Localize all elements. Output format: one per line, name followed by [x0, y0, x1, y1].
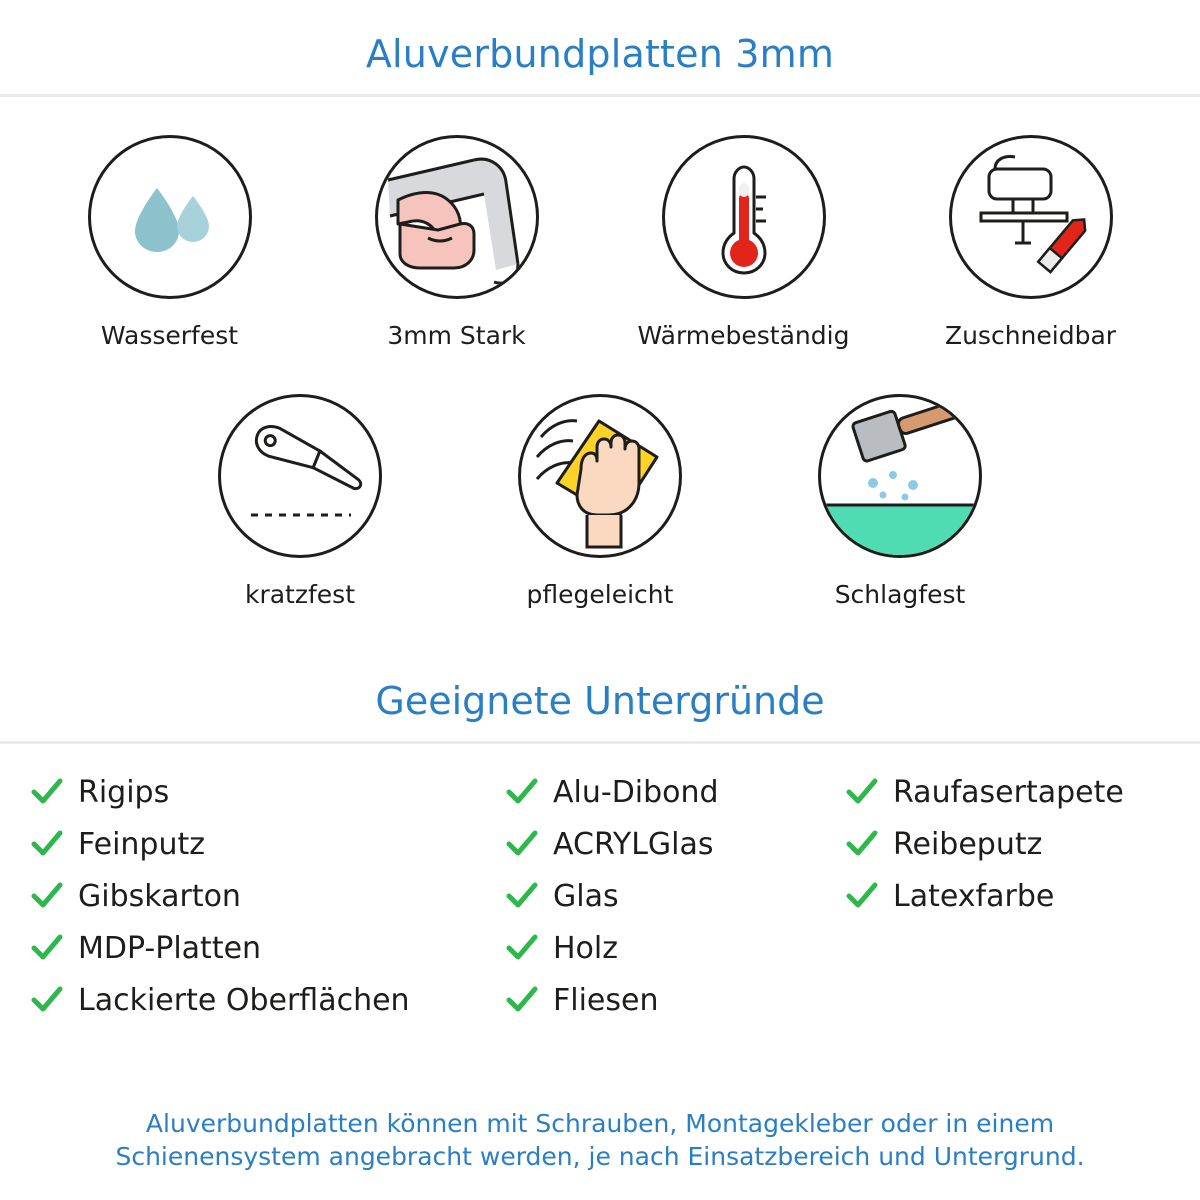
- list-item: [30, 770, 505, 814]
- feature-kratzfest: [150, 394, 450, 609]
- check-icon: [30, 775, 64, 809]
- feature-pflegeleicht: [450, 394, 750, 609]
- list-item: [30, 874, 505, 918]
- thermometer-icon: [662, 135, 826, 299]
- feature-zuschneidbar: [887, 135, 1174, 350]
- substrate-column-1: [30, 770, 505, 1030]
- list-item-label: Feinputz: [78, 826, 205, 862]
- check-icon: [505, 827, 539, 861]
- feature-schlagfest: [750, 394, 1050, 609]
- check-icon: [505, 775, 539, 809]
- feature-label: Wasserfest: [100, 321, 239, 350]
- list-item-label: MDP-Platten: [78, 930, 262, 966]
- check-icon: [845, 775, 879, 809]
- check-icon: [30, 983, 64, 1017]
- list-item: [30, 978, 505, 1022]
- list-item: [30, 822, 505, 866]
- jigsaw-cutter-icon: [949, 135, 1113, 299]
- list-item: [845, 770, 1170, 814]
- check-icon: [845, 879, 879, 913]
- check-icon: [30, 879, 64, 913]
- check-icon: [505, 931, 539, 965]
- list-item-label: Raufasertapete: [893, 774, 1124, 810]
- list-item-label: ACRYLGlas: [553, 826, 714, 862]
- feature-wasserfest: [26, 135, 313, 350]
- strong-arm-icon: [375, 135, 539, 299]
- knife-scratch-icon: [218, 394, 382, 558]
- page-title: Aluverbundplatten 3mm: [365, 32, 835, 76]
- feature-3mm-stark: [313, 135, 600, 350]
- substrate-column-2: [505, 770, 845, 1030]
- hammer-impact-icon: [818, 394, 982, 558]
- feature-row-1: [26, 135, 1174, 350]
- feature-label: Zuschneidbar: [944, 321, 1117, 350]
- list-item-label: Latexfarbe: [893, 878, 1055, 914]
- list-item: [505, 770, 845, 814]
- feature-row-2: [26, 394, 1174, 609]
- substrate-list: [0, 744, 1200, 1030]
- list-item: [845, 874, 1170, 918]
- feature-label: 3mm Stark: [387, 321, 526, 350]
- list-item-label: Lackierte Oberflächen: [78, 982, 410, 1018]
- list-item-label: Holz: [553, 930, 618, 966]
- feature-label: Schlagfest: [834, 580, 966, 609]
- feature-grid: [0, 97, 1200, 609]
- list-item: [505, 874, 845, 918]
- substrates-title: Geeignete Untergründe: [375, 679, 825, 723]
- list-item: [505, 926, 845, 970]
- list-item: [30, 926, 505, 970]
- list-item-label: Fliesen: [553, 982, 659, 1018]
- check-icon: [30, 931, 64, 965]
- list-item-label: Rigips: [78, 774, 170, 810]
- list-item-label: Alu-Dibond: [553, 774, 719, 810]
- check-icon: [30, 827, 64, 861]
- footer-note: Aluverbundplatten können mit Schrauben, Montagekleber oder in einem Schienensystem angebracht werden, je nach Einsatzbereich und Untergrund.: [115, 1108, 1085, 1172]
- feature-label: kratzfest: [244, 580, 355, 609]
- feature-label: pflegeleicht: [526, 580, 674, 609]
- feature-label: Wärmebeständig: [637, 321, 850, 350]
- list-item: [505, 978, 845, 1022]
- list-item-label: Reibeputz: [893, 826, 1043, 862]
- list-item-label: Glas: [553, 878, 619, 914]
- check-icon: [505, 879, 539, 913]
- feature-waermebestaendig: [600, 135, 887, 350]
- list-item: [845, 822, 1170, 866]
- cleaning-hand-cloth-icon: [518, 394, 682, 558]
- check-icon: [505, 983, 539, 1017]
- substrate-column-3: [845, 770, 1170, 1030]
- check-icon: [845, 827, 879, 861]
- list-item-label: Gibskarton: [78, 878, 241, 914]
- water-drops-icon: [88, 135, 252, 299]
- list-item: [505, 822, 845, 866]
